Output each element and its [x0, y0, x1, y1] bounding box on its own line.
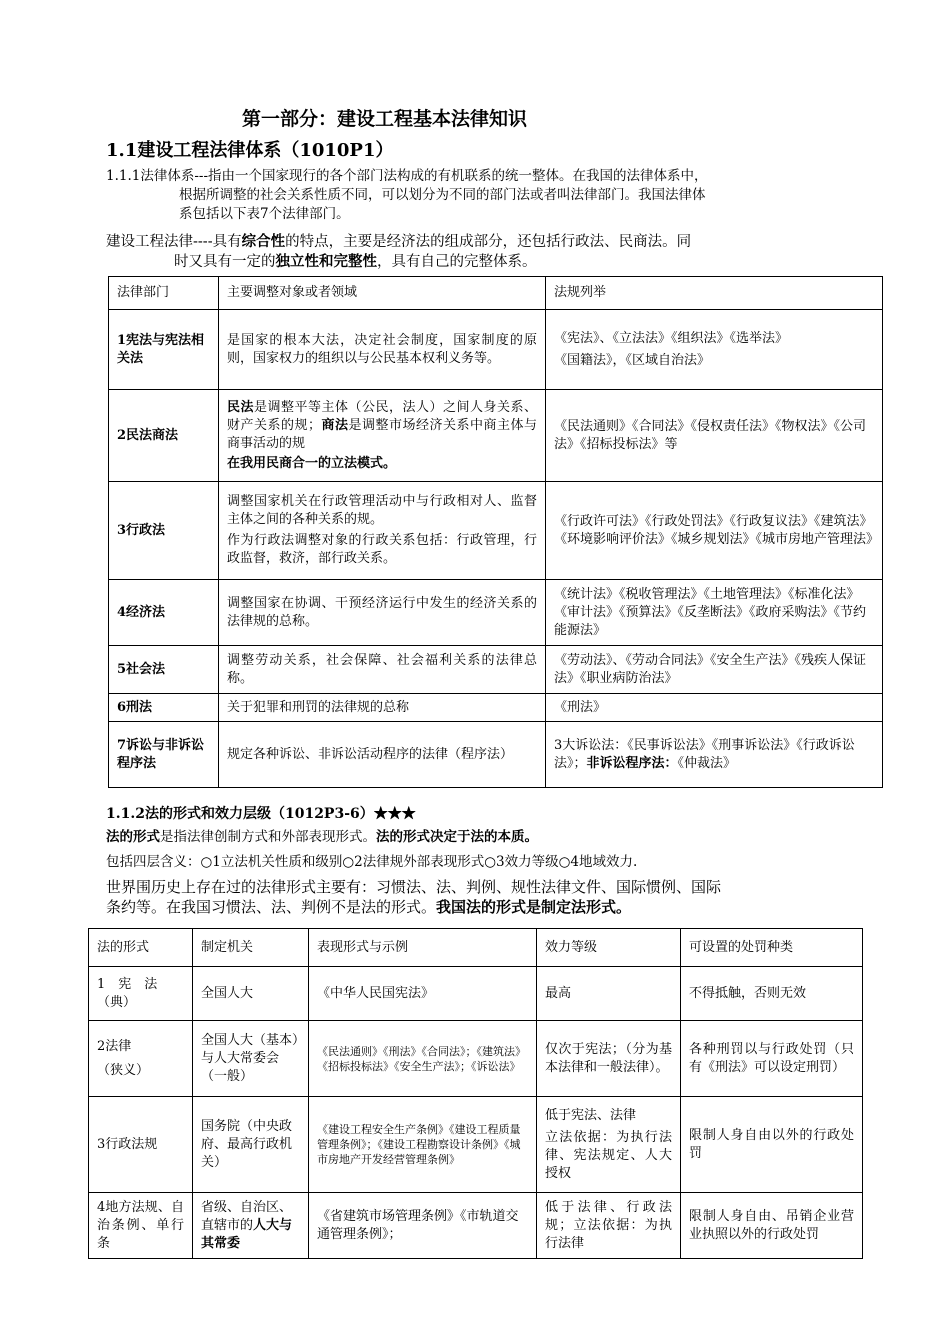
text: 是指法律创制方式和外部表现形式。 [160, 829, 376, 845]
table-row [89, 1193, 863, 1259]
table-cell: 调整劳动关系，社会保障、社会福利关系的法律总称。 [219, 646, 546, 694]
table-row [109, 580, 883, 646]
table-cell: 全国人大（基本）与人大常委会（一般） [193, 1021, 309, 1097]
header-cell: 法律部门 [109, 277, 219, 310]
text: 省级、自治区、直辖市的 [201, 1199, 293, 1233]
table-cell: 《统计法》《税收管理法》《土地管理法》《标准化法》《审计法》《预算法》《反垄断法》《政府采购法》《节约能源法》 [546, 580, 883, 646]
text-line [106, 897, 721, 917]
table-cell [546, 722, 883, 788]
cell-text: （狭义） [97, 1062, 150, 1078]
paragraph-historical-forms [106, 877, 721, 917]
table-cell: 《中华人民国宪法》 [309, 967, 537, 1021]
cell-text: 作为行政法调整对象的行政关系包括：行政管理，行政监督，救济，部行政关系。 [227, 533, 537, 566]
table-cell: 《民法通则》《合同法》《侵权责任法》《物权法》《公司法》《招标投标法》等 [546, 390, 883, 482]
table-cell: 全国人大 [193, 967, 309, 1021]
table-cell [219, 390, 546, 482]
table-cell: 5社会法 [109, 646, 219, 694]
table-cell: 《民法通则》《刑法》《合同法》；《建筑法》《招标投标法》《安全生产法》；《诉讼法》 [309, 1021, 537, 1097]
table-row [89, 967, 863, 1021]
table-cell [89, 1021, 193, 1097]
bold-text: 综合性 [241, 233, 286, 250]
text-line: 系包括以下表7个法律部门。 [179, 206, 350, 222]
table-cell: 各种刑罚以与行政处罚（只有《刑法》可以设定刑罚） [681, 1021, 863, 1097]
table-cell: 仅次于宪法；（分为基本法律和一般法律）。 [537, 1021, 681, 1097]
text: ，具有自己的完整体系。 [377, 254, 537, 270]
cell-text: 低于宪法、法律 [545, 1107, 637, 1123]
bold-text: 商法 [321, 417, 349, 433]
table-cell: 6刑法 [109, 694, 219, 722]
bold-text: 我国法的形式是制定法形式。 [436, 898, 632, 916]
text-line: 包括四层含义：○1立法机关性质和级别○2法律规外部表现形式○3效力等级○4地域效力. [106, 854, 638, 870]
table-row [109, 482, 883, 580]
table-row [109, 722, 883, 788]
section-heading-1-1: 1.1建设工程法律体系（1010P1） [106, 140, 394, 161]
cell-text [227, 399, 537, 453]
table-cell: 限制人身自由、吊销企业营业执照以外的行政处罚 [681, 1193, 863, 1259]
text: 条约等。在我国习惯法、法、判例不是法的形式。 [106, 898, 437, 916]
table-cell: 《劳动法》、《劳动合同法》《安全生产法》《残疾人保证法》《职业病防治法》 [546, 646, 883, 694]
table-cell: 《刑法》 [546, 694, 883, 722]
table-row [109, 694, 883, 722]
text-line [106, 828, 637, 847]
text: 的特点，主要是经济法的组成部分，还包括行政法、民商法。同 [285, 234, 692, 250]
table-cell: 3行政法 [109, 482, 219, 580]
bold-text: 独立性和完整性 [275, 253, 377, 270]
table-row [89, 1021, 863, 1097]
table-cell: 最高 [537, 967, 681, 1021]
table-cell: 调整国家在协调、干预经济运行中发生的经济关系的法律规的总称。 [219, 580, 546, 646]
table-cell: 2民法商法 [109, 390, 219, 482]
table-cell [193, 1193, 309, 1259]
table-row [89, 1097, 863, 1193]
cell-text: 调整国家机关在行政管理活动中与行政相对人、监督主体之间的各种关系的规。 [227, 494, 537, 527]
table-cell: 《建设工程安全生产条例》《建设工程质量管理条例》；《建设工程勘察设计条例》《城市房地产开发经营管理条例》 [309, 1097, 537, 1193]
header-cell: 制定机关 [193, 929, 309, 967]
table-cell: 《行政许可法》《行政处罚法》《行政复议法》《建筑法》《环境影响评价法》《城乡规划法》《城市房地产管理法》 [546, 482, 883, 580]
cell-text: 《宪法》、《立法法》《组织法》《选举法》 [554, 330, 789, 346]
cell-text: 《国籍法》，《区域自治法》 [554, 352, 711, 368]
table-row [109, 646, 883, 694]
law-forms-table [88, 928, 863, 1259]
section-heading-1-1-2: 1.1.2法的形式和效力层级（1012P3-6）★★★ [106, 806, 416, 822]
paragraph-legal-system [106, 167, 708, 224]
legal-departments-table [108, 276, 883, 788]
table-cell: 1宪法与宪法相关法 [109, 310, 219, 390]
cell-text: 在我用民商合一的立法模式。 [227, 455, 397, 471]
cell-text: 立法依据：为执行法律、宪法规定、人大授权 [545, 1129, 672, 1181]
text: 3大诉讼法：《民事诉讼法》《刑事诉讼法》《行政诉讼法》； [554, 737, 855, 771]
table-cell: 低于法律、行政法规；立法依据：为执行法律 [537, 1193, 681, 1259]
header-cell: 表现形式与示例 [309, 929, 537, 967]
header-cell: 法规列举 [546, 277, 883, 310]
table-cell [219, 482, 546, 580]
text: 是调整平等主体（公民，法人）之间人身关系、财产关系的规； [227, 399, 537, 433]
bold-text: 法的形式决定于法的本质。 [376, 829, 538, 845]
table-cell: 限制人身自由以外的行政处罚 [681, 1097, 863, 1193]
table-row [109, 310, 883, 390]
table-cell: 1 宪 法（典） [89, 967, 193, 1021]
table-cell: 7诉讼与非诉讼程序法 [109, 722, 219, 788]
table-cell: 关于犯罪和刑罚的法律规的总称 [219, 694, 546, 722]
table-cell: 4地方法规、自治条例、单行条 [89, 1193, 193, 1259]
table-cell: 不得抵触，否则无效 [681, 967, 863, 1021]
bold-text: 法的形式 [106, 829, 160, 845]
text-line: 1.1.1法律体系---指由一个国家现行的各个部门法构成的有机联系的统一整体。在我国的法律体系中， [106, 168, 708, 184]
header-cell: 效力等级 [537, 929, 681, 967]
page-title: 第一部分：建设工程基本法律知识 [242, 108, 528, 130]
table-cell: 规定各种诉讼、非诉讼活动程序的法律（程序法） [219, 722, 546, 788]
text: 《仲裁法》 [677, 755, 737, 771]
paragraph-construction-law [106, 232, 691, 272]
cell-text: 2法律 [97, 1038, 132, 1054]
table-cell: 3行政法规 [89, 1097, 193, 1193]
table-cell: 4经济法 [109, 580, 219, 646]
table-header-row [109, 277, 883, 310]
bold-text: 民法 [227, 399, 254, 415]
header-cell: 法的形式 [89, 929, 193, 967]
table-header-row [89, 929, 863, 967]
bold-text: 非诉讼程序法： [586, 755, 678, 771]
text: 建设工程法律----具有 [106, 234, 242, 250]
text: 时又具有一定的 [174, 254, 276, 270]
table-cell: 是国家的根本大法，决定社会制度，国家制度的原则，国家权力的组织以与公民基本权利义务等。 [219, 310, 546, 390]
table-row [109, 390, 883, 482]
bold-text: 人大与其常委 [201, 1217, 293, 1251]
text-line [106, 252, 691, 272]
table-cell [546, 310, 883, 390]
table-cell: 《省建筑市场管理条例》《市轨道交通管理条例》； [309, 1193, 537, 1259]
paragraph-law-forms [106, 828, 637, 872]
text: 是调整市场经济关系中商主体与商事活动的规 [227, 417, 537, 451]
text-line [106, 232, 691, 252]
text-line: 根据所调整的社会关系性质不同，可以划分为不同的部门法或者叫法律部门。我国法律体 [179, 187, 706, 203]
text-line: 世界围历史上存在过的法律形式主要有：习惯法、法、判例、规性法律文件、国际惯例、国际 [106, 878, 722, 896]
table-cell [537, 1097, 681, 1193]
header-cell: 主要调整对象或者领域 [219, 277, 546, 310]
table-cell: 国务院（中央政府、最高行政机关） [193, 1097, 309, 1193]
header-cell: 可设置的处罚种类 [681, 929, 863, 967]
